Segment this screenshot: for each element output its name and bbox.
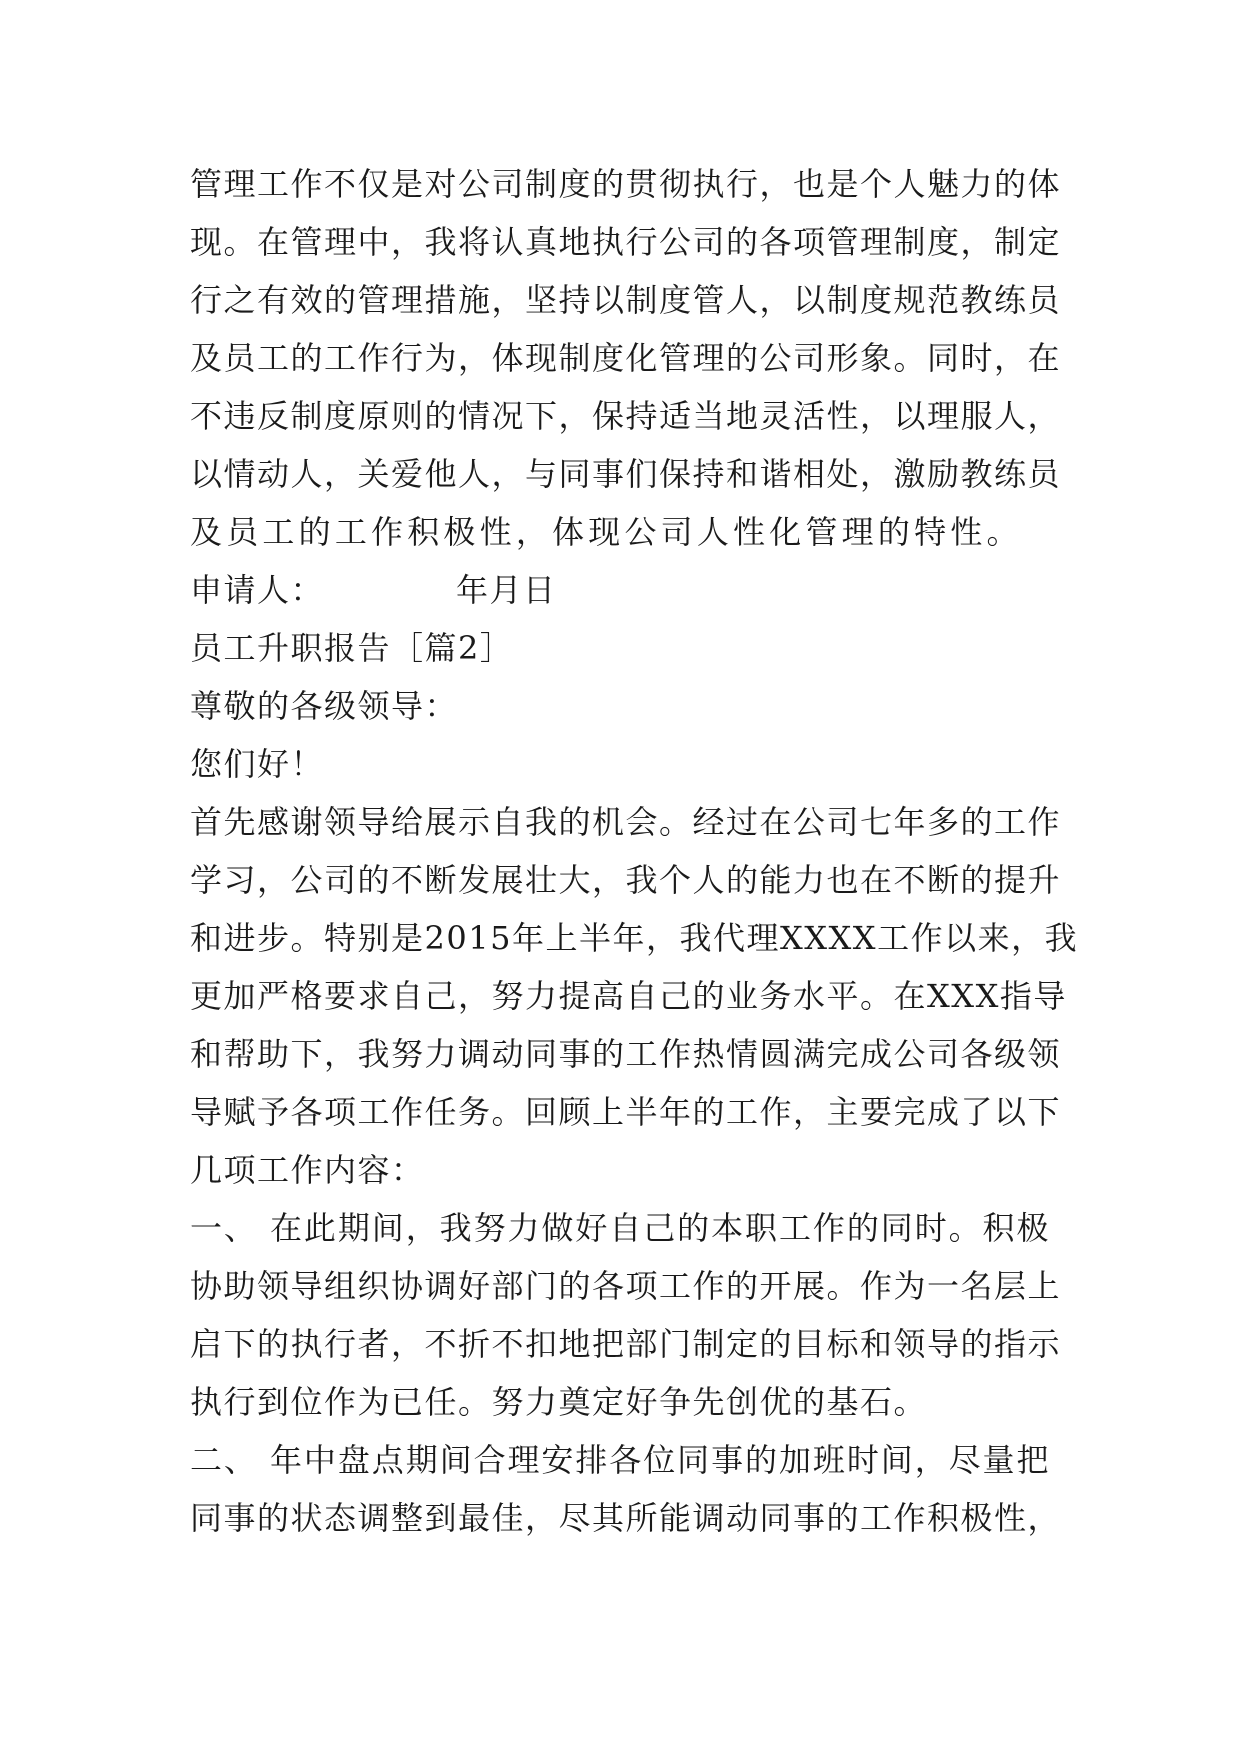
- section-title: 员工升职报告［篇2］: [190, 629, 514, 667]
- paragraph-1-line: 现。在管理中，我将认真地执行公司的各项管理制度，制定: [190, 223, 1062, 261]
- paragraph-2-line: 几项工作内容：: [190, 1151, 425, 1189]
- paragraph-2-line: 和进步。特别是2015年上半年，我代理XXXX工作以来，我: [190, 919, 1079, 957]
- item-1-line: 一、 在此期间，我努力做好自己的本职工作的同时。积极: [190, 1209, 1050, 1247]
- signature-line: [190, 561, 1050, 619]
- item-1-line: 启下的执行者，不折不扣地把部门制定的目标和领导的指示: [190, 1325, 1062, 1363]
- paragraph-2-line: 更加严格要求自己，努力提高自己的业务水平。在XXX指导: [190, 977, 1067, 1015]
- paragraph-2-line: 学习，公司的不断发展壮大，我个人的能力也在不断的提升: [190, 861, 1062, 899]
- item-2-line: 二、 年中盘点期间合理安排各位同事的加班时间，尽量把: [190, 1441, 1050, 1479]
- greeting: 您们好！: [190, 745, 325, 783]
- salutation: 尊敬的各级领导：: [190, 687, 459, 725]
- paragraph-2-line: 首先感谢领导给展示自我的机会。经过在公司七年多的工作: [190, 803, 1062, 841]
- paragraph-2-line: 导赋予各项工作任务。回顾上半年的工作，主要完成了以下: [190, 1093, 1062, 1131]
- paragraph-1-line: 不违反制度原则的情况下，保持适当地灵活性，以理服人，: [190, 397, 1062, 435]
- applicant-label: 申请人：: [190, 571, 325, 609]
- item-1-line: 执行到位作为已任。努力奠定好争先创优的基石。: [190, 1383, 928, 1421]
- item-1-line: 协助领导组织协调好部门的各项工作的开展。作为一名层上: [190, 1267, 1062, 1305]
- paragraph-1-line: 管理工作不仅是对公司制度的贯彻执行，也是个人魅力的体: [190, 165, 1062, 203]
- paragraph-1-line: 及员工的工作积极性，体现公司人性化管理的特性。: [190, 513, 1020, 551]
- date-label: 年月日: [456, 571, 557, 609]
- paragraph-1-line: 行之有效的管理措施，坚持以制度管人，以制度规范教练员: [190, 281, 1062, 319]
- paragraph-1-line: 及员工的工作行为，体现制度化管理的公司形象。同时，在: [190, 339, 1062, 377]
- paragraph-1-line: 以情动人，关爱他人，与同事们保持和谐相处，激励教练员: [190, 455, 1062, 493]
- paragraph-2-line: 和帮助下，我努力调动同事的工作热情圆满完成公司各级领: [190, 1035, 1062, 1073]
- item-2-line: 同事的状态调整到最佳，尽其所能调动同事的工作积极性，: [190, 1499, 1062, 1537]
